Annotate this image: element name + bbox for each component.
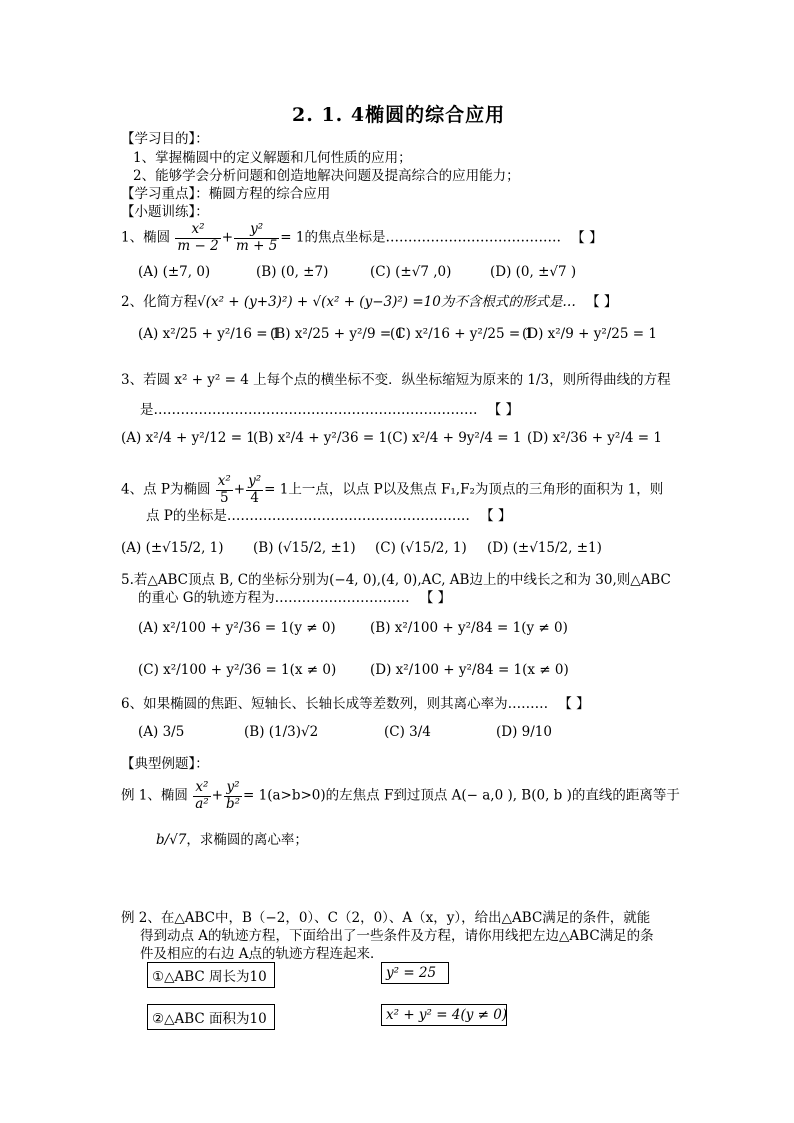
q1-num: 1、椭圆 <box>121 229 171 246</box>
option-a[interactable]: (A) x²/4 + y²/12 = 1 <box>121 430 255 446</box>
q4-line1b: = 1上一点，以点 P以及焦点 F₁,F₂为顶点的三角形的面积为 1，则 <box>264 481 664 498</box>
q5-option-a[interactable]: (A) x²/100 + y²/36 = 1(y ≠ 0) <box>138 620 336 636</box>
option-c[interactable]: (C) (√15/2, 1) <box>375 540 467 556</box>
option-d[interactable]: (D) x²/9 + y²/25 = 1 <box>522 326 657 342</box>
option-b[interactable]: (B) x²/4 + y²/36 = 1 <box>253 430 388 446</box>
option-c[interactable]: (C) x²/16 + y²/25 = 1 <box>390 326 534 342</box>
goal-item: 1、掌握椭圆中的定义解题和几何性质的应用； <box>133 150 412 166</box>
q4-options <box>121 540 602 556</box>
option-c[interactable]: (C) 3/4 <box>384 724 431 740</box>
focus-line <box>121 182 330 202</box>
example-1: 例 1、椭圆 $\frac{\text{x²}}{\text{a²}}$ + $\frac{\text{y²}}{\text{b²}}$ = 1(a>b>0)的左焦点 F到过顶点 A(− a,0 ), B(0, b )的直线的距离等于 <box>121 779 680 812</box>
q3-options <box>121 430 662 446</box>
focus-header: 【学习重点】： <box>121 186 209 202</box>
q2-num: 2、化简方程 <box>121 294 198 310</box>
q6-options <box>138 724 552 740</box>
q1-frac-y: $\frac{\text{y²}}{m + 5}$ <box>236 221 278 254</box>
equation-y2[interactable]: y² = 25 <box>381 962 449 984</box>
focus-text: 椭圆方程的综合应用 <box>208 186 331 202</box>
q5-option-c[interactable]: (C) x²/100 + y²/36 = 1(x ≠ 0) <box>138 662 337 678</box>
option-a[interactable]: (A) x²/25 + y²/16 = 1 <box>138 326 281 342</box>
option-a[interactable]: (A) (±7, 0) <box>138 264 211 280</box>
q2-answer-bracket[interactable]: 【 】 <box>586 294 618 310</box>
option-d[interactable]: (D) (0, ±√7 ) <box>490 264 577 280</box>
condition-area[interactable]: ②△ABC 面积为10 <box>147 1004 275 1030</box>
q4-answer-bracket[interactable]: 【 】 <box>480 508 512 524</box>
drill-header: 【小题训练】： <box>121 204 209 220</box>
option-a[interactable]: (A) (±√15/2, 1) <box>121 540 224 556</box>
option-b[interactable]: (B) (0, ±7) <box>256 264 329 280</box>
question-3 <box>121 368 671 388</box>
q2-expr: √(x² + (y+3)²) + √(x² + (y−3)²) =10为不含根式的形式是… <box>197 294 576 310</box>
q1-text: = 1的焦点坐标是………………………………… <box>280 229 561 246</box>
example-2-line3: 件及相应的右边 A点的轨迹方程连起来． <box>140 946 384 962</box>
option-d[interactable]: (D) (±√15/2, ±1) <box>487 540 602 556</box>
q1-answer-bracket[interactable]: 【 】 <box>571 229 603 246</box>
option-b[interactable]: (B) x²/25 + y²/9 = 1 <box>270 326 405 342</box>
example-2-line2: 得到动点 A的轨迹方程，下面给出了一些条件及方程，请你用线把左边△ABC满足的条 <box>140 928 654 944</box>
ex1-line2: b/√7，求椭圆的离心率； <box>156 832 308 848</box>
q3-line1: 3、若圆 x² + y² = 4 上每个点的横坐标不变．纵坐标缩短为原来的 <box>121 372 524 388</box>
q5-line2: 的重心 G的轨迹方程为………………………… 【 】 <box>138 590 452 606</box>
example-2-line1: 例 2、在△ABC中，B（−2，0）、C（2，0）、A（x，y），给出△ABC满足的条件，就能 <box>121 910 651 926</box>
q3-line2: 是……………………………………………………………… 【 】 <box>140 402 520 418</box>
q1-options <box>138 264 576 280</box>
option-c[interactable]: (C) x²/4 + 9y²/4 = 1 <box>387 430 522 446</box>
option-b[interactable]: (B) (√15/2, ±1) <box>253 540 356 556</box>
option-c[interactable]: (C) (±√7 ,0) <box>370 264 452 280</box>
question-1: 1、椭圆 $\frac{\text{x²}}{m - 2}$ + $\frac{\text{y²}}{m + 5}$ = 1的焦点坐标是………………………………… 【 】 <box>121 221 603 254</box>
q5-answer-bracket[interactable]: 【 】 <box>419 590 452 606</box>
question-2 <box>121 290 617 310</box>
q5-option-d[interactable]: (D) x²/100 + y²/84 = 1(x ≠ 0) <box>370 662 569 678</box>
q6-answer-bracket[interactable]: 【 】 <box>558 696 590 712</box>
equation-circle[interactable]: x² + y² = 4(y ≠ 0) <box>381 1004 507 1026</box>
q3-line1b: ，则所得曲线的方程 <box>549 372 671 388</box>
goal-item: 2、能够学会分析问题和创造地解决问题及提高综合的应用能力； <box>133 168 520 184</box>
ex1-text: = 1(a>b>0)的左焦点 F到过顶点 A(− a,0 ), B(0, b )的直线的距离等于 <box>243 787 680 804</box>
condition-perimeter[interactable]: ①△ABC 周长为10 <box>147 962 275 988</box>
option-a[interactable]: (A) 3/5 <box>138 724 185 740</box>
q5-option-b[interactable]: (B) x²/100 + y²/84 = 1(y ≠ 0) <box>370 620 568 636</box>
option-d[interactable]: (D) 9/10 <box>496 724 552 740</box>
ex1-frac: b/√7 <box>156 832 187 848</box>
page-title: 2. 1. 4椭圆的综合应用 <box>292 104 506 126</box>
q2-options <box>138 326 657 342</box>
option-d[interactable]: (D) x²/36 + y²/4 = 1 <box>527 430 662 446</box>
question-6: 6、如果椭圆的焦距、短轴长、长轴长成等差数列，则其离心率为……… 【 】 <box>121 696 590 712</box>
question-5: 5.若△ABC顶点 B, C的坐标分别为(−4, 0),(4, 0),AC, AB边上的中线长之和为 30,则△ABC <box>121 572 671 588</box>
examples-header: 【典型例题】： <box>121 756 209 772</box>
goals-header: 【学习目的】： <box>121 131 209 147</box>
q1-frac-x: $\frac{\text{x²}}{m - 2}$ <box>177 221 219 254</box>
question-4: 4、点 P为椭圆 $\frac{\text{x²}}{5}$ + $\frac{\text{y²}}{4}$ = 1上一点，以点 P以及焦点 F₁,F₂为顶点的三角形的面积为 1，则 <box>121 473 664 506</box>
option-b[interactable]: (B) (1/3)√2 <box>244 724 319 740</box>
q4-line1a: 4、点 P为椭圆 <box>121 481 211 498</box>
q4-line2: 点 P的坐标是……………………………………………… 【 】 <box>146 508 512 524</box>
q3-answer-bracket[interactable]: 【 】 <box>487 402 520 418</box>
q3-frac: 1/3 <box>527 372 550 388</box>
